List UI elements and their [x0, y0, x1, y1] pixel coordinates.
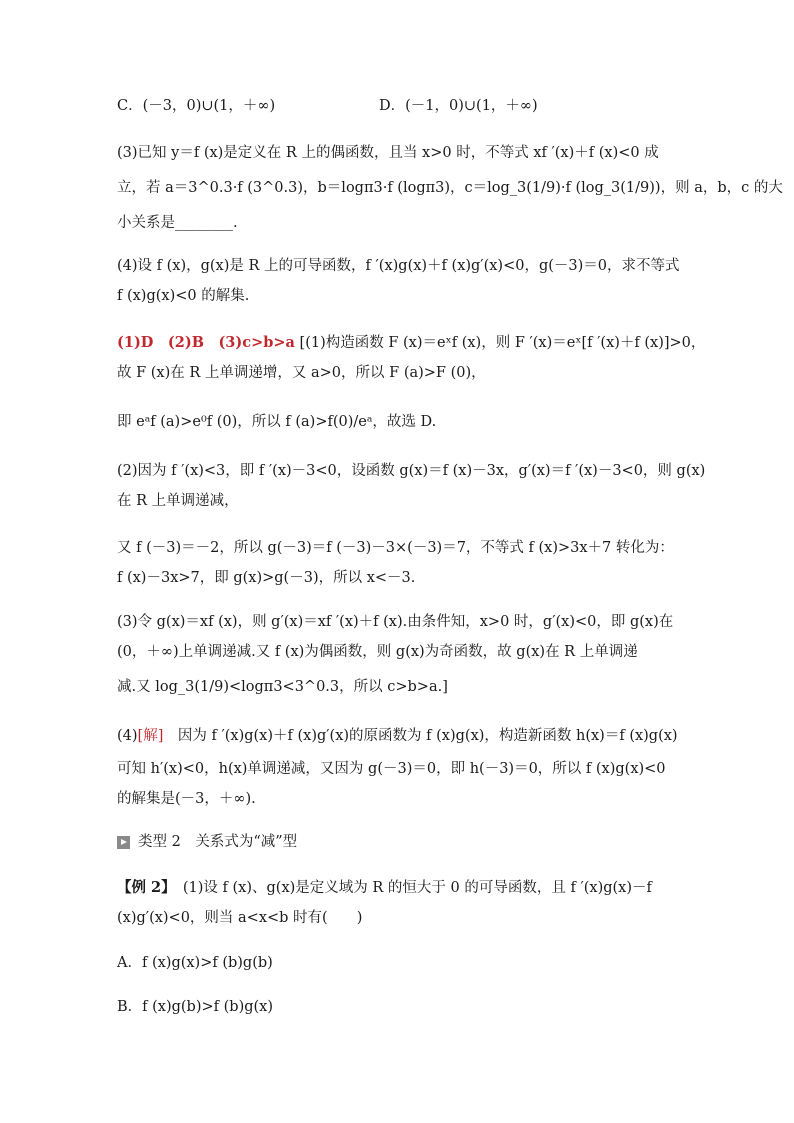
option-c: C．(－3，0)∪(1，＋∞)	[117, 98, 276, 114]
solution-1-line2: 故 F (x)在 R 上单调递增，又 a>0，所以 F (a)>F (0)，	[117, 365, 486, 381]
solution-4-text: 因为 f ′(x)g(x)＋f (x)g′(x)的原函数为 f (x)g(x)，构造新函数 h(x)＝f (x)g(x)	[163, 728, 678, 744]
option-b: B．f (x)g(b)>f (b)g(x)	[117, 999, 273, 1015]
solution-4-tag: [解]	[137, 728, 164, 744]
answer-line1	[117, 333, 705, 353]
solution-1-line3: 即 eᵃf (a)>e⁰f (0)，所以 f (a)>f(0)/eᵃ，故选 D.	[117, 414, 437, 430]
solution-3-line1: (3)令 g(x)＝xf (x)，则 g′(x)＝xf ′(x)＋f (x).由条件知，x>0 时，g′(x)<0，即 g(x)在	[117, 614, 674, 630]
line-options-cd	[117, 96, 538, 116]
solution-2-line2: 在 R 上单调递减，	[117, 493, 239, 509]
example-2-line2: (x)g′(x)<0，则当 a<x<b 时有( )	[117, 910, 363, 926]
answer-key: (1)D (2)B (3)c>b>a	[117, 334, 295, 351]
solution-1-start: [(1)构造函数 F (x)＝eˣf (x)，则 F ′(x)＝eˣ[f ′(x)＋f (x)]>0，	[299, 335, 706, 351]
solution-4-line3: 的解集是(－3，＋∞).	[117, 791, 256, 807]
problem-3-line1: (3)已知 y＝f (x)是定义在 R 上的偶函数，且当 x>0 时，不等式 xf ′(x)＋f (x)<0 成	[117, 145, 659, 161]
solution-3-line2: (0，＋∞)上单调递减.又 f (x)为偶函数，则 g(x)为奇函数，故 g(x)在 R 上单调递	[117, 644, 638, 660]
option-d: D．(－1，0)∪(1，＋∞)	[379, 98, 538, 114]
solution-3-line3: 减.又 log_3(1/9)<logπ3<3^0.3，所以 c>b>a.]	[117, 679, 448, 695]
problem-4-line2: f (x)g(x)<0 的解集.	[117, 288, 250, 304]
solution-4-line2: 可知 h′(x)<0，h(x)单调递减，又因为 g(－3)＝0，即 h(－3)＝0，所以 f (x)g(x)<0	[117, 761, 666, 777]
problem-4-line1: (4)设 f (x)，g(x)是 R 上的可导函数，f ′(x)g(x)＋f (x)g′(x)<0，g(－3)＝0，求不等式	[117, 258, 680, 274]
example-2-text: (1)设 f (x)、g(x)是定义域为 R 的恒大于 0 的可导函数，且 f ′(x)g(x)－f	[168, 880, 652, 896]
solution-2-line4: f (x)－3x>7，即 g(x)>g(－3)，所以 x<－3.	[117, 570, 416, 586]
option-a: A．f (x)g(x)>f (b)g(b)	[117, 955, 273, 971]
example-2-line1	[117, 878, 652, 898]
problem-3-line2: 立，若 a＝3^0.3·f (3^0.3)，b＝logπ3·f (logπ3)，c＝log_3(1/9)·f (log_3(1/9))，则 a，b，c 的大	[117, 180, 783, 196]
solution-4-number: (4)	[117, 728, 138, 744]
type-2-heading	[117, 832, 297, 852]
solution-2-line3: 又 f (－3)＝－2，所以 g(－3)＝f (－3)－3×(－3)＝7，不等式 f (x)>3x＋7 转化为：	[117, 540, 674, 556]
problem-3-line3: 小关系是________.	[117, 215, 238, 231]
solution-4-line1	[117, 726, 678, 746]
play-triangle-icon	[117, 836, 130, 849]
type-2-title: 类型 2 关系式为“减”型	[138, 834, 298, 850]
solution-2-line1: (2)因为 f ′(x)<3，即 f ′(x)－3<0，设函数 g(x)＝f (x)－3x，g′(x)＝f ′(x)－3<0，则 g(x)	[117, 463, 706, 479]
example-2-label: 【例 2】	[117, 879, 169, 896]
